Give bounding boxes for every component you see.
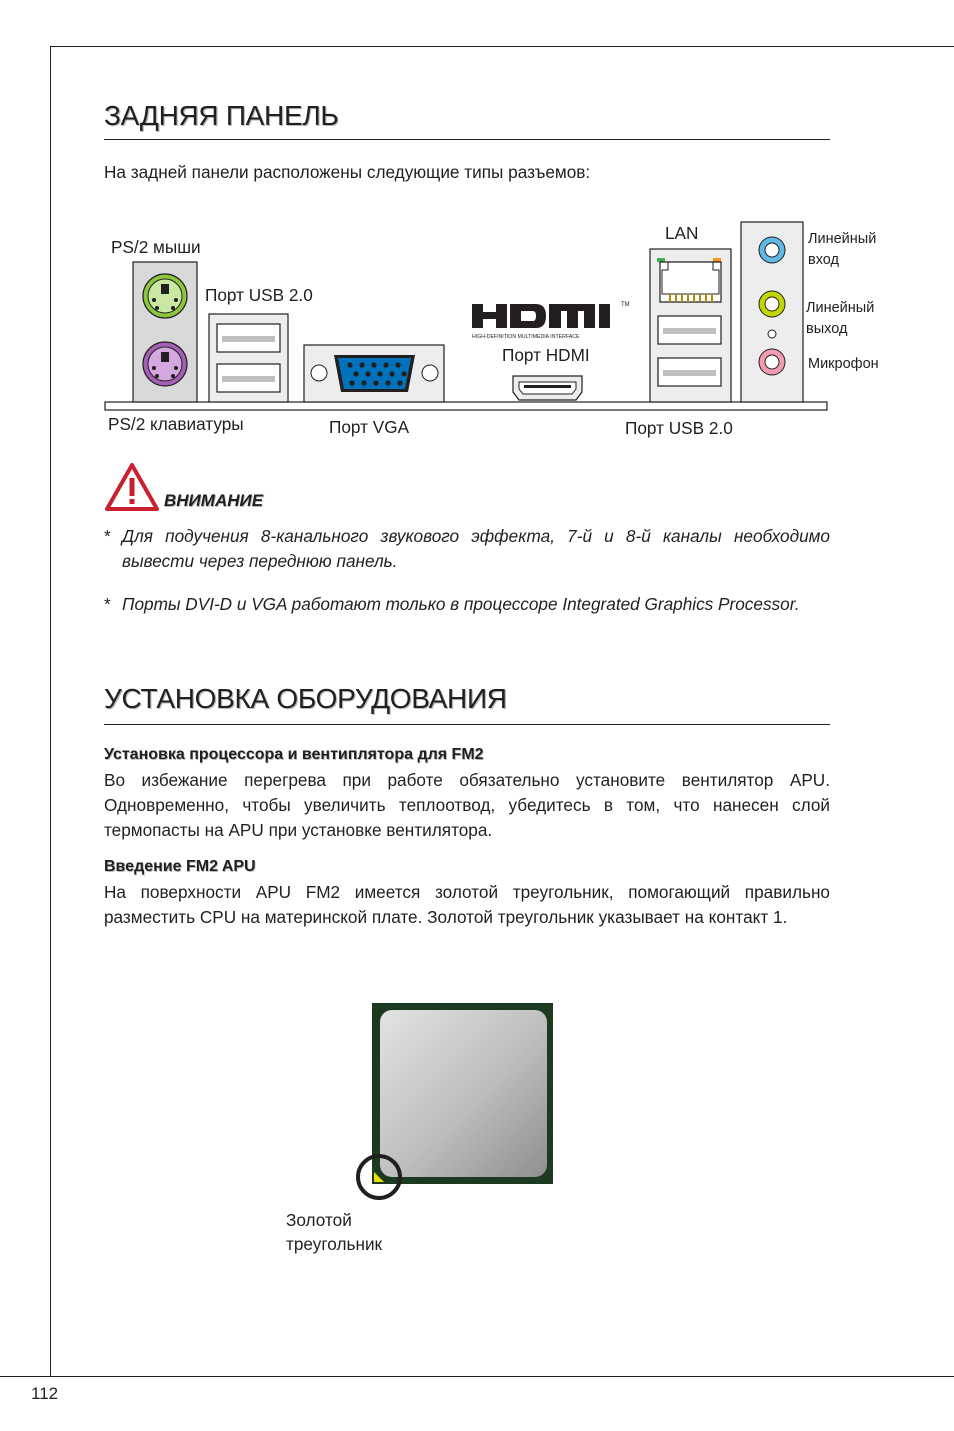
- hdmi-logo: [472, 302, 630, 328]
- label-vga: Порт VGA: [329, 417, 410, 437]
- paragraph-cpu-fan: Во избежание перегрева при работе обязательно установите вентилятор APU. Одновременно, чтобы увеличить теплоотвод, убедитесь в том, что нанесен слой термопасты на APU при установке вентилятора.: [104, 770, 830, 840]
- label-hdmi: Порт HDMI: [502, 345, 590, 365]
- warning-note-2: [104, 592, 830, 617]
- label-ps2-keyboard: PS/2 клавиатуры: [108, 414, 244, 434]
- page-number: 112: [31, 1384, 59, 1403]
- cpu-caption: [286, 1208, 382, 1256]
- label-line-out: Линейный выход: [806, 300, 875, 337]
- left-border: [50, 46, 51, 1376]
- warning-title: ВНИМАНИЕ: [164, 491, 264, 510]
- cpu-illustration: [350, 995, 560, 1205]
- subheading-fm2-apu: Введение FM2 APU: [104, 858, 256, 875]
- rear-panel-intro: На задней панели расположены следующие типы разъемов:: [104, 162, 591, 182]
- label-usb-left: Порт USB 2.0: [205, 285, 313, 305]
- rear-panel-illustration: [100, 215, 840, 415]
- warning-note-text: Порты DVI-D и VGA работают только в процессоре Integrated Graphics Processor.: [122, 594, 800, 614]
- top-border: [50, 46, 954, 47]
- cpu-lid: [380, 1010, 547, 1177]
- note-bullet: *: [104, 594, 111, 614]
- warning-note-text: Для подучения 8-канального звукового эффекта, 7-й и 8-й каналы необходимо вывести через переднюю панель.: [122, 526, 830, 571]
- svg-text:TM: TM: [621, 302, 630, 308]
- cpu-caption-line2: треугольник: [286, 1234, 383, 1254]
- subheading-cpu-fan: Установка процессора и вентиплятора для FM2: [104, 746, 484, 763]
- cpu-caption-line1: Золотой: [286, 1210, 352, 1230]
- section-rule: [104, 724, 830, 725]
- hdmi-logo-subtitle: HIGH-DEFINITION MULTIMEDIA INTERFACE: [472, 334, 580, 340]
- label-usb-right: Порт USB 2.0: [625, 418, 733, 438]
- paragraph-fm2-apu: На поверхности APU FM2 имеется золотой треугольник, помогающий правильно разместить CPU на материнской плате. Золотой треугольник указывает на контакт 1.: [104, 882, 830, 927]
- section-title-rear-panel: ЗАДНЯЯ ПАНЕЛЬ: [104, 100, 339, 131]
- label-ps2-mouse: PS/2 мыши: [111, 237, 201, 257]
- panel-edge: [105, 402, 827, 410]
- warning-note-1: [104, 524, 830, 574]
- label-lan: LAN: [665, 223, 699, 243]
- label-line-in: Линейный вход: [808, 231, 877, 268]
- label-mic: Микрофон: [808, 356, 879, 372]
- note-bullet: *: [104, 526, 111, 546]
- section-title-hardware-setup: УСТАНОВКА ОБОРУДОВАНИЯ: [104, 683, 507, 714]
- warning-icon: [104, 462, 160, 512]
- bottom-border: [0, 1376, 954, 1377]
- section-rule: [104, 139, 830, 140]
